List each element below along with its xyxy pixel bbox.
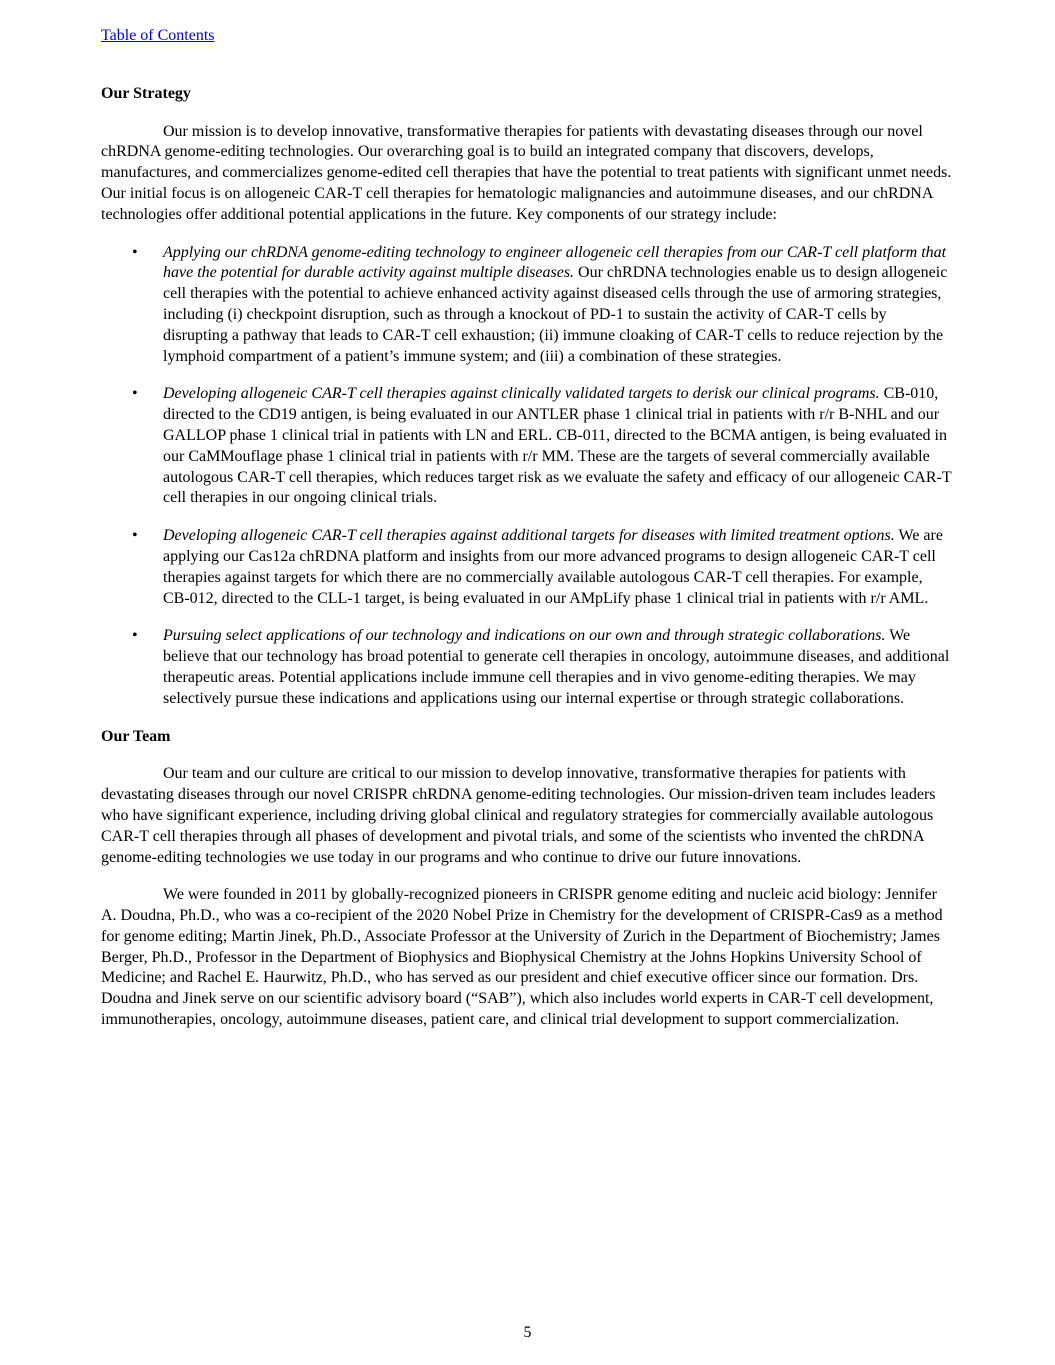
bullet-lead: Pursuing select applications of our technology and indications on our own and through strategic collaborations.: [163, 627, 886, 645]
list-item: [101, 243, 953, 368]
document-page: [101, 26, 953, 1031]
bullet-body: We believe that our technology has broad potential to generate cell therapies in oncology, autoimmune diseases, and additional therapeutic areas. Potential applications include immune cell therapies and in vivo genome-editing therapies. We may selectively pursue these indications and applications using our internal expertise or through strategic collaborations.: [163, 627, 950, 707]
strategy-list: [101, 243, 953, 710]
bullet-icon: •: [132, 527, 138, 545]
section-heading-strategy: Our Strategy: [101, 84, 191, 102]
section-heading-team: Our Team: [101, 727, 171, 745]
bullet-lead: Developing allogeneic CAR-T cell therapies against additional targets for diseases with limited treatment options.: [163, 527, 895, 545]
list-item: [101, 526, 953, 609]
bullet-icon: •: [132, 243, 138, 261]
team-paragraph: Our team and our culture are critical to our mission to develop innovative, transformative therapies for patients with devastating diseases through our novel CRISPR chRDNA genome-editing technologies. Our mission-driven team includes leaders who have significant experience, including driving global clinical and regulatory strategies for commercially available autologous CAR-T cell therapies through all phases of development and pivotal trials, and some of the scientists who invented the chRDNA genome-editing technologies we use today in our programs and who continue to drive our future innovations.: [101, 765, 936, 866]
bullet-icon: •: [132, 385, 138, 403]
bullet-lead: Applying our chRDNA genome-editing technology to engineer allogeneic cell therapies from our CAR-T cell platform that have the potential for durable activity against multiple diseases.: [163, 243, 947, 282]
team-paragraph: We were founded in 2011 by globally-recognized pioneers in CRISPR genome editing and nucleic acid biology: Jennifer A. Doudna, Ph.D., who was a co-recipient of the 2020 Nobel Prize in Chemistry for the development of CRISPR-Cas9 as a method for genome editing; Martin Jinek, Ph.D., Associate Professor at the University of Zurich in the Department of Biochemistry; James Berger, Ph.D., Professor in the Department of Biophysics and Biophysical Chemistry at the Johns Hopkins University School of Medicine; and Rachel E. Haurwitz, Ph.D., who has served as our president and chief executive officer since our formation. Drs. Doudna and Jinek serve on our scientific advisory board (“SAB”), which also includes world experts in CAR-T cell development, immunotherapies, oncology, autoimmune diseases, patient care, and clinical trial development to support commercialization.: [101, 886, 943, 1029]
bullet-body: We are applying our Cas12a chRDNA platform and insights from our more advanced programs to design allogeneic CAR-T cell therapies against targets for which there are no commercially available autologous CAR-T cell therapies. For example, CB-012, directed to the CLL-1 target, is being evaluated in our AMpLify phase 1 clinical trial in patients with r/r AML.: [163, 527, 943, 607]
list-item: [101, 626, 953, 709]
table-of-contents-link[interactable]: Table of Contents: [101, 27, 215, 44]
list-item: [101, 384, 953, 509]
bullet-lead: Developing allogeneic CAR-T cell therapies against clinically validated targets to derisk our clinical programs.: [163, 385, 880, 403]
bullet-body: CB-010, directed to the CD19 antigen, is being evaluated in our ANTLER phase 1 clinical trial in patients with r/r B-NHL and our GALLOP phase 1 clinical trial in patients with LN and ERL. CB-011, directed to the BCMA antigen, is being evaluated in our CaMMouflage phase 1 clinical trial in patients with r/r MM. These are the targets of several commercially available autologous CAR-T cell therapies, which reduces target risk as we evaluate the safety and efficacy of our allogeneic CAR-T cell therapies in our ongoing clinical trials.: [163, 385, 952, 507]
bullet-body: Our chRDNA technologies enable us to design allogeneic cell therapies with the potential to achieve enhanced activity against diseased cells through the use of armoring strategies, including (i) checkpoint disruption, such as through a knockout of PD-1 to sustain the activity of CAR-T cells by disrupting a pathway that leads to CAR-T cell exhaustion; (ii) immune cloaking of CAR-T cells to reduce rejection by the lymphoid compartment of a patient’s immune system; and (iii) a combination of these strategies.: [163, 264, 948, 365]
page-number: 5: [523, 1324, 532, 1341]
strategy-intro-paragraph: Our mission is to develop innovative, transformative therapies for patients with devastating diseases through our novel chRDNA genome-editing technologies. Our overarching goal is to build an integrated company that discovers, develops, manufactures, and commercializes genome-edited cell therapies that have the potential to treat patients with significant unmet needs. Our initial focus is on allogeneic CAR-T cell therapies for hematologic malignancies and autoimmune diseases, and our chRDNA technologies offer additional potential applications in the future. Key components of our strategy include:: [101, 122, 952, 223]
bullet-icon: •: [132, 627, 138, 645]
